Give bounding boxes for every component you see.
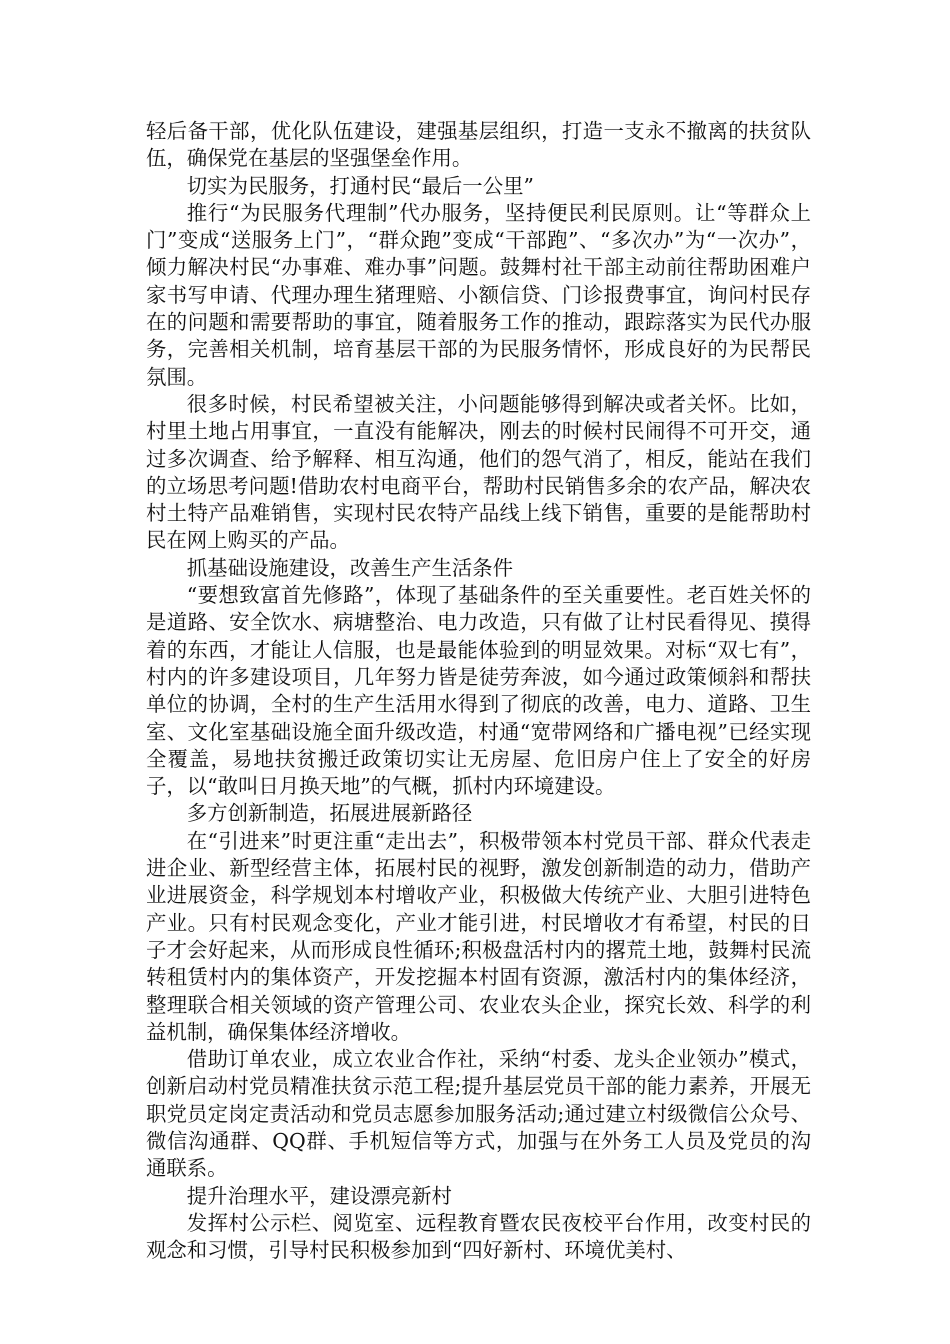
section-heading-infrastructure: 抓基础设施建设，改善生产生活条件 [186,555,514,580]
paragraph-innovation: 在“引进来”时更注重“走出去”，积极带领本村党员干部、群众代表走进企业、新型经营主体，拓展村民的视野，激发创新制造的动力，借助产业进展资金，科学规划本村增收产业，积极做大传统产业、大胆引进特色产业。只有村民观念变化，产业才能引进，村民增收才有希望，村民的日子才会好起来，从而形成良性循环;积极盘活村内的撂荒土地，鼓舞村民流转租赁村内的集体资产，开发挖掘本村固有资源，激活村内的集体经济，整理联合相关领域的资产管理公司、农业农头企业，探究长效、科学的利益机制，确保集体经济增收。 [146,828,811,1044]
section-heading-governance: 提升治理水平，建设漂亮新村 [186,1183,452,1208]
paragraph-agency-service: 推行“为民服务代理制”代办服务，坚持便民利民原则。让“等群众上门”变成“送服务上门”，“群众跑”变成“干部跑”、“多次办”为“一次办”，倾力解决村民“办事难、难办事”问题。鼓舞村社干部主动前往帮助困难户家书写申请、代理办理生猪理赔、小额信贷、门诊报费事宜，询问村民存在的问题和需要帮助的事宜，随着服务工作的推动，跟踪落实为民代办服务，完善相关机制，培育基层干部的为民服务情怀，形成良好的为民帮民氛围。 [146,200,811,389]
paragraph-villager-concerns: 很多时候，村民希望被关注，小问题能够得到解决或者关怀。比如，村里土地占用事宜，一直没有能解决，刚去的时候村民闹得不可开交，通过多次调查、给予解释、相互沟通，他们的怨气消了，相反，能站在我们的立场思考问题!借助农村电商平台，帮助村民销售多余的农产品，解决农村土特产品难销售，实现村民农特产品线上线下销售，重要的是能帮助村民在网上购买的产品。 [146,391,811,553]
paragraph-governance: 发挥村公示栏、阅览室、远程教育暨农民夜校平台作用，改变村民的观念和习惯，引导村民积极参加到“四好新村、环境优美村、 [146,1210,811,1263]
document-body [146,118,811,1264]
section-heading-innovation: 多方创新制造，拓展进展新路径 [186,801,473,826]
paragraph-continuation: 轻后备干部，优化队伍建设，建强基层组织，打造一支永不撤离的扶贫队伍，确保党在基层的坚强堡垒作用。 [146,119,811,171]
paragraph-infrastructure: “要想致富首先修路”，体现了基础条件的至关重要性。老百姓关怀的是道路、安全饮水、病塘整治、电力改造，只有做了让村民看得见、摸得着的东西，才能让人信服，也是最能体验到的明显效果。对标“双七有”，村内的许多建设项目，几年努力皆是徒劳奔波，如今通过政策倾斜和帮扶单位的协调，全村的生产生活用水得到了彻底的改善，电力、道路、卫生室、文化室基础设施全面升级改造，村通“宽带网络和广播电视”已经实现全覆盖，易地扶贫搬迁政策切实让无房屋、危旧房户住上了安全的好房子，以“敢叫日月换天地”的气概，抓村内环境建设。 [146,583,811,799]
section-heading-serve-villagers: 切实为民服务，打通村民“最后一公里” [186,173,534,198]
paragraph-order-agriculture: 借助订单农业，成立农业合作社，采纳“村委、龙头企业领办”模式，创新启动村党员精准扶贫示范工程;提升基层党员干部的能力素养，开展无职党员定岗定责活动和党员志愿参加服务活动;通过建立村级微信公众号、微信沟通群、QQ群、手机短信等方式，加强与在外务工人员及党员的沟通联系。 [146,1047,811,1181]
